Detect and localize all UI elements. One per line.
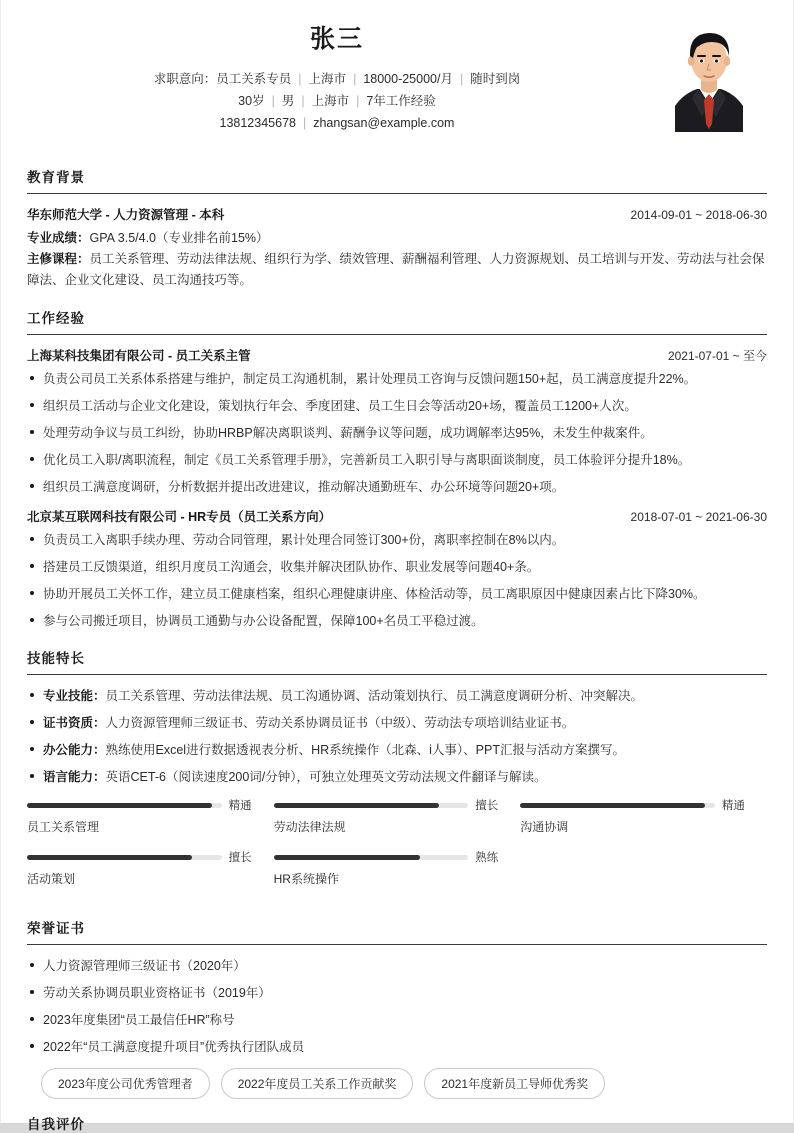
portrait-illustration-icon xyxy=(657,20,761,132)
list-item: 负责公司员工关系体系搭建与维护，制定员工沟通机制，累计处理员工咨询与反馈问题150+起，员工满意度提升22%。 xyxy=(27,369,767,389)
list-item: 协助开展员工关怀工作，建立员工健康档案，组织心理健康讲座、体检活动等，员工离职原因中健康因素占比下降30%。 xyxy=(27,584,767,604)
work-points-list xyxy=(27,369,767,497)
education-entry-head xyxy=(27,205,767,223)
education-courses-label: 主修课程： xyxy=(27,252,90,266)
award-tag-list xyxy=(27,1068,767,1099)
skill-value: 员工关系管理、劳动法律法规、员工沟通协调、活动策划执行、员工满意度调研分析、冲突解决。 xyxy=(105,689,644,703)
work-company: 上海某科技集团有限公司 - 员工关系主管 xyxy=(27,349,251,363)
section-skills xyxy=(27,647,767,901)
section-divider xyxy=(27,944,767,945)
separator-icon: | xyxy=(271,94,275,108)
education-date: 2014-09-01 ~ 2018-06-30 xyxy=(630,208,767,222)
skill-bar-row xyxy=(27,797,252,813)
contact-line xyxy=(27,112,647,134)
gender-value: 男 xyxy=(281,94,295,108)
education-gpa-line xyxy=(27,228,767,249)
skill-bar-item xyxy=(27,849,274,887)
section-divider xyxy=(27,193,767,194)
honors-list xyxy=(27,956,767,1057)
education-courses-value: 员工关系管理、劳动法律法规、组织行为学、绩效管理、薪酬福利管理、人力资源规划、员工培训与开发、劳动法与社会保障法、企业文化建设、员工沟通技巧等。 xyxy=(27,252,765,287)
objective-position: 员工关系专员 xyxy=(216,72,292,86)
list-item: 组织员工活动与企业文化建设，策划执行年会、季度团建、员工生日会等活动20+场，覆盖员工1200+人次。 xyxy=(27,396,767,416)
skill-progress-track xyxy=(27,855,222,860)
personal-info-line xyxy=(27,90,647,112)
section-title-self-evaluation: 自我评价 xyxy=(27,1117,85,1132)
skill-progress-fill xyxy=(274,803,439,808)
skill-bar-item xyxy=(520,797,767,835)
skill-bar-item xyxy=(274,797,521,835)
work-entry xyxy=(27,507,767,631)
work-entry-head xyxy=(27,507,767,525)
skill-name-label: 员工关系管理 xyxy=(27,820,100,834)
work-points-list xyxy=(27,530,767,631)
skills-list xyxy=(27,686,767,787)
skill-progress-track xyxy=(27,803,222,808)
skill-label: 语言能力： xyxy=(43,770,106,784)
list-item: 搭建员工反馈渠道，组织月度员工沟通会，收集并解决团队协作、职业发展等问题40+条。 xyxy=(27,557,767,577)
skill-name-label: 沟通协调 xyxy=(520,820,569,834)
skill-bar-spacer xyxy=(520,849,767,887)
skill-bar-row xyxy=(274,849,499,865)
section-work-experience xyxy=(27,307,767,631)
phone-value[interactable]: 13812345678 xyxy=(219,116,296,130)
skill-progress-track xyxy=(274,803,469,808)
skill-name-label: 活动策划 xyxy=(27,872,76,886)
section-divider xyxy=(27,334,767,335)
list-item: 2023年度集团“员工最信任HR”称号 xyxy=(27,1010,767,1030)
skill-progress-fill xyxy=(27,803,212,808)
separator-icon: | xyxy=(301,94,305,108)
list-item: 优化员工入职/离职流程，制定《员工关系管理手册》，完善新员工入职引导与离职面谈制度，员工体验评分提升18%。 xyxy=(27,450,767,470)
education-gpa-label: 专业成绩： xyxy=(27,231,90,245)
section-title-work: 工作经验 xyxy=(27,311,85,326)
skill-progress-track xyxy=(274,855,469,860)
section-title-skills: 技能特长 xyxy=(27,651,85,666)
skill-bar-item xyxy=(274,849,521,887)
skill-bar-item xyxy=(27,797,274,835)
experience-value: 7年工作经验 xyxy=(366,94,436,108)
education-gpa-value: GPA 3.5/4.0（专业排名前15%） xyxy=(89,231,269,245)
work-date: 2021-07-01 ~ 至今 xyxy=(667,349,767,363)
work-entry-head xyxy=(27,346,767,364)
objective-availability: 随时到岗 xyxy=(470,72,521,86)
list-item xyxy=(27,767,767,787)
section-education xyxy=(27,166,767,291)
skill-progress-fill xyxy=(27,855,192,860)
list-item: 组织员工满意度调研，分析数据并提出改进建议，推动解决通勤班车、办公环境等问题20+项。 xyxy=(27,477,767,497)
list-item: 参与公司搬迁项目，协调员工通勤与办公设备配置，保障100+名员工平稳过渡。 xyxy=(27,611,767,631)
education-school: 华东师范大学 - 人力资源管理 - 本科 xyxy=(27,208,225,222)
separator-icon: | xyxy=(298,72,302,86)
list-item xyxy=(27,740,767,760)
separator-icon: | xyxy=(353,72,357,86)
skill-label: 证书资质： xyxy=(43,716,106,730)
section-honors xyxy=(27,917,767,1099)
list-item xyxy=(27,713,767,733)
section-divider xyxy=(27,674,767,675)
objective-line xyxy=(27,68,647,90)
objective-salary: 18000-25000/月 xyxy=(363,72,453,86)
skill-value: 熟练使用Excel进行数据透视表分析、HR系统操作（北森、i人事）、PPT汇报与活动方案撰写。 xyxy=(105,743,625,757)
city-value: 上海市 xyxy=(311,94,350,108)
skill-bar-row xyxy=(520,797,745,813)
skill-progress-fill xyxy=(274,855,420,860)
education-entry xyxy=(27,205,767,291)
skill-progress-track xyxy=(520,803,715,808)
skill-label: 专业技能： xyxy=(43,689,106,703)
section-title-honors: 荣誉证书 xyxy=(27,921,85,936)
list-item: 处理劳动争议与员工纠纷，协助HRBP解决离职谈判、薪酬争议等问题，成功调解率达95%，未发生仲裁案件。 xyxy=(27,423,767,443)
age-value: 30岁 xyxy=(238,94,265,108)
work-date: 2018-07-01 ~ 2021-06-30 xyxy=(630,510,767,524)
skill-label: 办公能力： xyxy=(43,743,106,757)
resume-header xyxy=(27,0,767,150)
skill-name-label: HR系统操作 xyxy=(273,872,339,886)
skill-bars-grid xyxy=(27,797,767,901)
skill-value: 人力资源管理师三级证书、劳动关系协调员证书（中级）、劳动法专项培训结业证书。 xyxy=(105,716,575,730)
page-title: 张三 xyxy=(309,25,364,53)
work-entry xyxy=(27,346,767,497)
list-item xyxy=(27,686,767,706)
work-company: 北京某互联网科技有限公司 - HR专员（员工关系方向） xyxy=(27,510,332,524)
skill-level-label: 精通 xyxy=(721,800,745,812)
section-title-education: 教育背景 xyxy=(27,170,85,185)
list-item: 2022年“员工满意度提升项目”优秀执行团队成员 xyxy=(27,1037,767,1057)
skill-level-label: 熟练 xyxy=(475,852,499,864)
skill-bar-row xyxy=(274,797,499,813)
objective-label: 求职意向： xyxy=(153,72,217,86)
education-courses-line xyxy=(27,249,767,291)
separator-icon: | xyxy=(459,72,464,86)
separator-icon: | xyxy=(356,94,360,108)
skill-progress-fill xyxy=(520,803,705,808)
header-text-block xyxy=(27,22,767,134)
skill-level-label: 精通 xyxy=(228,800,252,812)
avatar xyxy=(657,20,761,132)
skill-name-label: 劳动法律法规 xyxy=(273,820,346,834)
award-tag: 2023年度公司优秀管理者 xyxy=(41,1068,210,1099)
list-item: 负责员工入离职手续办理、劳动合同管理，累计处理合同签订300+份，离职率控制在8%以内。 xyxy=(27,530,767,550)
skill-value: 英语CET-6（阅读速度200词/分钟），可独立处理英文劳动法规文件翻译与解读。 xyxy=(105,770,547,784)
separator-icon: | xyxy=(302,116,307,130)
skill-level-label: 擅长 xyxy=(228,852,252,864)
email-value[interactable]: zhangsan@example.com xyxy=(313,116,455,130)
skill-level-label: 擅长 xyxy=(475,800,499,812)
list-item: 人力资源管理师三级证书（2020年） xyxy=(27,956,767,976)
skill-bar-row xyxy=(27,849,252,865)
list-item: 劳动关系协调员职业资格证书（2019年） xyxy=(27,983,767,1003)
award-tag: 2022年度员工关系工作贡献奖 xyxy=(221,1068,414,1099)
award-tag: 2021年度新员工导师优秀奖 xyxy=(424,1068,605,1099)
objective-city: 上海市 xyxy=(308,72,347,86)
